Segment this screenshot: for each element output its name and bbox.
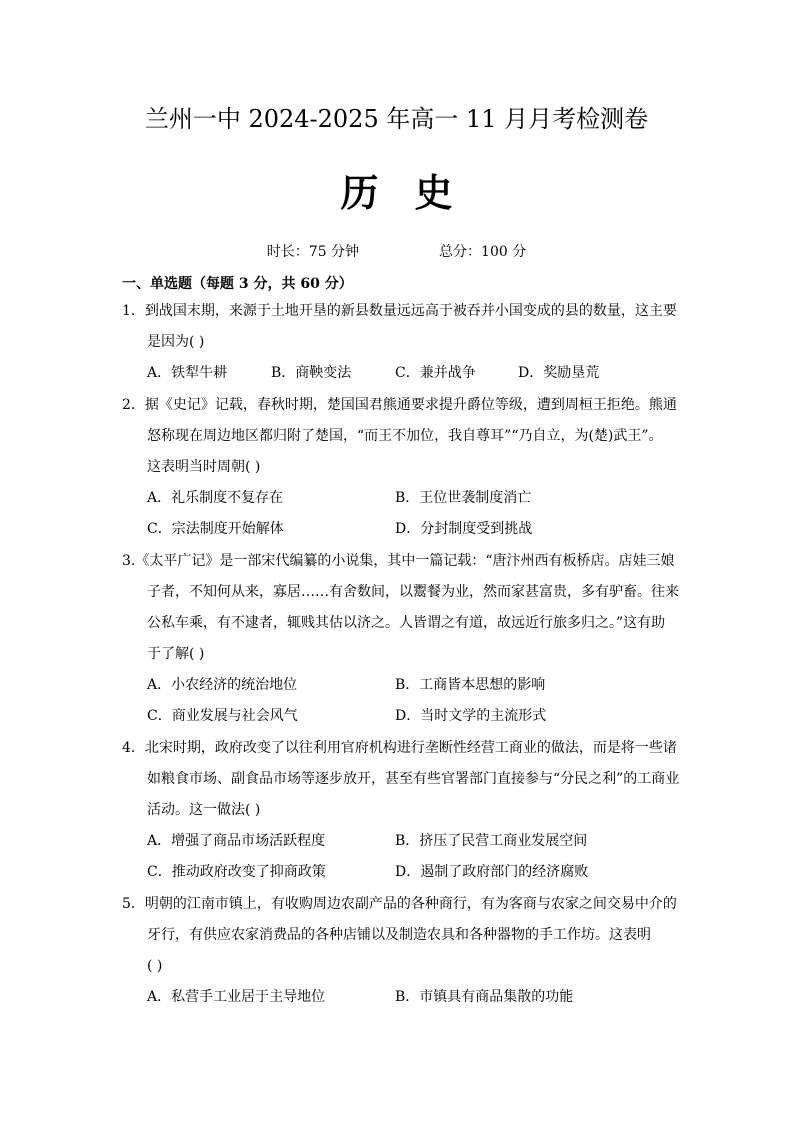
question-3-line-2: 子者，不知何从来，寡居……有舍数间，以鬻餐为业，然而家甚富贵，多有驴畜。往来: [147, 584, 679, 600]
question-2-line-1: 2．据《史记》记载，春秋时期，楚国国君熊通要求提升爵位等级，遭到周桓王拒绝。熊通: [122, 397, 677, 413]
question-4-option-c: C．推动政府改变了抑商政策: [147, 864, 326, 880]
total-score-text: 总分：100 分: [439, 244, 527, 260]
question-1-option-d: D．奖励垦荒: [518, 365, 600, 381]
subject-title: 历史: [340, 170, 489, 215]
question-2-option-d: D．分封制度受到挑战: [395, 521, 533, 537]
question-1-line-1: 1．到战国末期，来源于土地开垦的新县数量远远高于被吞并小国变成的县的数量，这主要: [122, 303, 677, 319]
question-5-option-a: A．私营手工业居于主导地位: [147, 989, 326, 1005]
exam-title: 兰州一中 2024-2025 年高一 11 月月考检测卷: [144, 105, 649, 133]
question-3-option-a: A．小农经济的统治地位: [147, 677, 298, 693]
question-4-line-3: 活动。这一做法( ): [147, 802, 261, 818]
question-4-line-1: 4．北宋时期，政府改变了以往利用官府机构进行垄断性经营工商业的做法，而是将一些诸: [122, 740, 677, 756]
question-2-option-b: B．王位世袭制度消亡: [395, 490, 532, 506]
question-3-option-b: B．工商皆本思想的影响: [395, 677, 546, 693]
question-4-line-2: 如粮食市场、副食品市场等逐步放开，甚至有些官署部门直接参与“分民之利”的工商业: [147, 771, 680, 787]
question-5-option-b: B．市镇具有商品集散的功能: [395, 989, 574, 1005]
question-3-line-1: 3.《太平广记》是一部宋代编纂的小说集，其中一篇记载：“唐汴州西有板桥店。店娃三娘: [122, 553, 675, 569]
question-3-line-4: 于了解( ): [147, 646, 205, 662]
question-2-line-3: 这表明当时周朝( ): [147, 459, 261, 475]
question-1-option-b: B．商鞅变法: [271, 365, 352, 381]
question-5-line-2: 牙行，有供应农家消费品的各种店铺以及制造农具和各种器物的手工作坊。这表明: [147, 927, 651, 943]
question-2-option-a: A．礼乐制度不复存在: [147, 490, 284, 506]
question-5-line-3: ( ): [147, 958, 163, 974]
section-heading: 一、单选题（每题 3 分，共 60 分）: [122, 276, 353, 292]
duration-text: 时长：75 分钟: [266, 244, 360, 260]
exam-meta: [0, 242, 793, 262]
question-1-option-a: A．铁犁牛耕: [147, 365, 228, 381]
question-4-option-b: B．挤压了民营工商业发展空间: [395, 833, 588, 849]
question-4-option-a: A．增强了商品市场活跃程度: [147, 833, 326, 849]
question-3-option-c: C．商业发展与社会风气: [147, 708, 298, 724]
question-3-option-d: D．当时文学的主流形式: [395, 708, 547, 724]
question-3-line-3: 公私车乘，有不逮者，辄贱其估以济之。人皆谓之有道，故远近行旅多归之。”这有助: [147, 615, 666, 631]
question-2-option-c: C．宗法制度开始解体: [147, 521, 284, 537]
question-1-option-c: C．兼并战争: [395, 365, 476, 381]
question-5-line-1: 5．明朝的江南市镇上，有收购周边农副产品的各种商行，有为客商与农家之间交易中介的: [122, 896, 677, 912]
question-1-line-2: 是因为( ): [147, 334, 205, 350]
question-2-line-2: 怒称现在周边地区都归附了楚国，“而王不加位，我自尊耳”“乃自立，为(楚)武王”。: [147, 428, 663, 444]
question-4-option-d: D．遏制了政府部门的经济腐败: [395, 864, 589, 880]
